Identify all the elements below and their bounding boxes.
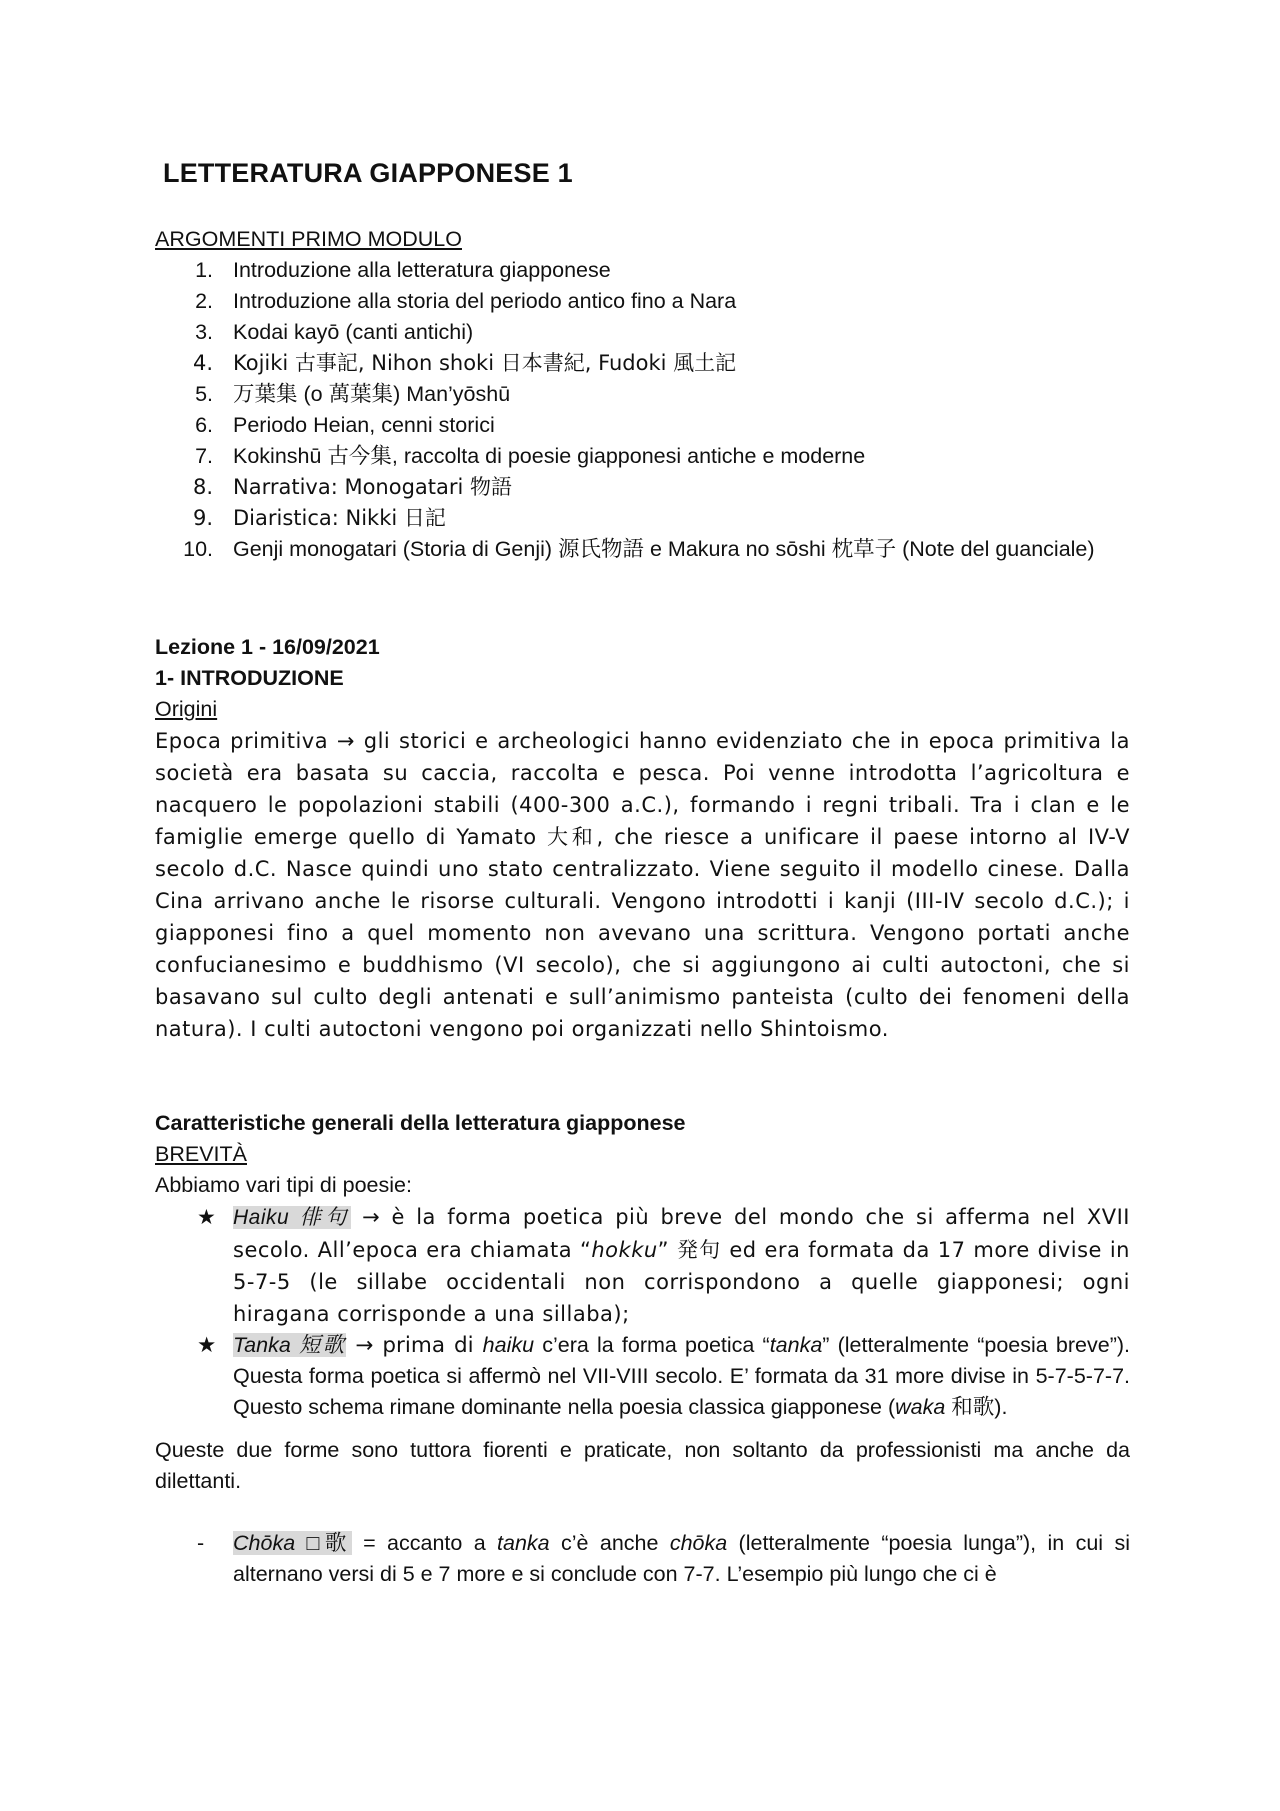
star-bullet-icon: ★ xyxy=(197,1333,217,1357)
topic-item xyxy=(155,472,1130,503)
topic-item xyxy=(155,441,1130,472)
haiku-text-a: → è la forma poetica più breve del mondo che si afferma nel XVII secolo. All’epoca era chiamata “ xyxy=(233,1205,1131,1262)
topic-text: Kojiki 古事記, Nihon shoki 日本書紀, Fudoki 風土記 xyxy=(233,351,737,375)
topic-number: 8. xyxy=(192,475,213,499)
characteristics-section xyxy=(155,1108,1130,1590)
closing-paragraph: Queste due forme sono tuttora fiorenti e praticate, non soltanto da professionisti ma anche da dilettanti. xyxy=(155,1438,1130,1493)
haiku-item xyxy=(155,1201,1130,1330)
origins-paragraph: Epoca primitiva → gli storici e archeologici hanno evidenziato che in epoca primitiva la società era basata su caccia, raccolta e pesca. Poi venne introdotta l’agricoltura e nacquero le popolazioni stabili (400-300 a.C.), formando i regni tribali. Tra i clan e le famiglie emerge quello di Yamato 大和, che riesce a unificare il paese intorno al IV-V secolo d.C. Nasce quindi uno stato centralizzato. Viene seguito il modello cinese. Dalla Cina arrivano anche le risorse culturali. Vengono introdotti i kanji (III-IV secolo d.C.); i giapponesi fino a quel momento non avevano una scrittura. Vengono portati anche confucianesimo e buddhismo (VI secolo), che si aggiungono ai culti autoctoni, che si basavano sul culto degli antenati e sull’animismo panteista (culto dei fenomeni della natura). I culti autoctoni vengono poi organizzati nello Shintoismo. xyxy=(155,729,1130,1041)
star-bullet-icon: ★ xyxy=(197,1205,217,1229)
topic-item xyxy=(155,255,1130,286)
haiku-term: Haiku 俳句 xyxy=(233,1206,351,1229)
choka-term: Chōka xyxy=(233,1531,307,1555)
tanka-text-b: ” (letteralmente “poesia breve”). Questa forma poetica si affermò nel VII-VIII secolo. E’ formata da 31 more divise in 5-7-5-7-7. Questo schema rimane dominante nella poesia classica giapponese ( xyxy=(233,1333,1130,1419)
choka-text-c: (letteralmente “poesia lunga”), in cui si alternano versi di 5 e 7 more e si conclude con 7-7. L’esempio più lungo che ci è xyxy=(233,1531,1130,1586)
topic-text: Narrativa: Monogatari 物語 xyxy=(233,475,513,499)
topic-number: 2. xyxy=(195,289,213,313)
tanka-arrow-text: → prima di xyxy=(346,1333,483,1358)
topics-heading: ARGOMENTI PRIMO MODULO xyxy=(155,227,462,251)
topic-text: Kokinshū 古今集, raccolta di poesie giapponesi antiche e moderne xyxy=(233,444,866,468)
topic-number: 9. xyxy=(192,506,213,530)
lesson-section xyxy=(155,632,1130,1045)
choka-text-a: = accanto a xyxy=(351,1531,498,1555)
hokku-word: hokku xyxy=(591,1238,658,1262)
tanka-item xyxy=(155,1330,1130,1423)
brevity-heading: BREVITÀ xyxy=(155,1142,247,1166)
tanka-word: tanka xyxy=(769,1333,823,1357)
choka-item xyxy=(155,1528,1130,1590)
topic-item xyxy=(155,410,1130,441)
topic-text: Introduzione alla letteratura giapponese xyxy=(233,258,611,282)
origins-heading: Origini xyxy=(155,697,218,721)
topic-text: Diaristica: Nikki 日記 xyxy=(233,506,446,530)
topic-text: Periodo Heian, cenni storici xyxy=(233,413,495,437)
section-title: 1- INTRODUZIONE xyxy=(155,666,344,690)
topic-number: 4. xyxy=(192,351,213,375)
topic-number: 6. xyxy=(195,413,213,437)
topic-text: Genji monogatari (Storia di Genji) 源氏物語 e Makura no sōshi 枕草子 (Note del guanciale) xyxy=(233,537,1095,561)
missing-glyph-icon: □ xyxy=(306,1531,325,1555)
topic-text: Kodai kayō (canti antichi) xyxy=(233,320,474,344)
haiku-word: haiku xyxy=(482,1333,535,1357)
tanka-word: tanka xyxy=(497,1531,550,1555)
tanka-text-a: c’era la forma poetica “ xyxy=(534,1333,770,1357)
topic-number: 5. xyxy=(195,382,213,406)
topic-text: Introduzione alla storia del periodo antico fino a Nara xyxy=(233,289,737,313)
choka-word: chōka xyxy=(669,1531,728,1555)
lesson-date: Lezione 1 - 16/09/2021 xyxy=(155,635,380,659)
topic-item xyxy=(155,534,1130,565)
choka-term-wrap xyxy=(233,1531,352,1555)
topics-list xyxy=(155,255,1130,565)
tanka-text-c: 和歌). xyxy=(945,1395,1008,1419)
topics-section xyxy=(155,224,1130,565)
poem-types-list xyxy=(155,1201,1130,1423)
haiku-text-b: ” 発句 ed era formata da 17 more divise in 5-7-5 (le sillabe occidentali non corrispondono a quelle giapponesi; ogni hiragana corrisponde a una sillaba); xyxy=(233,1238,1130,1326)
topic-item xyxy=(155,286,1130,317)
topic-item xyxy=(155,348,1130,379)
topic-number: 1. xyxy=(195,258,213,282)
choka-text-b: c’è anche xyxy=(549,1531,670,1555)
poem-types-intro: Abbiamo vari tipi di poesie: xyxy=(155,1173,412,1197)
choka-list xyxy=(155,1528,1130,1590)
document-title: LETTERATURA GIAPPONESE 1 xyxy=(163,158,573,188)
topic-item xyxy=(155,379,1130,410)
tanka-term: Tanka 短歌 xyxy=(233,1333,347,1357)
choka-term-end: 歌 xyxy=(324,1531,352,1555)
waka-word: waka xyxy=(895,1395,946,1419)
topic-number: 7. xyxy=(195,444,213,468)
topic-number: 3. xyxy=(195,320,213,344)
topic-item xyxy=(155,317,1130,348)
topic-item xyxy=(155,503,1130,534)
topic-text: 万葉集 (o 萬葉集) Man’yōshū xyxy=(233,382,511,406)
topic-number: 10. xyxy=(183,537,213,561)
dash-bullet: - xyxy=(197,1531,205,1555)
characteristics-heading: Caratteristiche generali della letteratura giapponese xyxy=(155,1111,686,1135)
